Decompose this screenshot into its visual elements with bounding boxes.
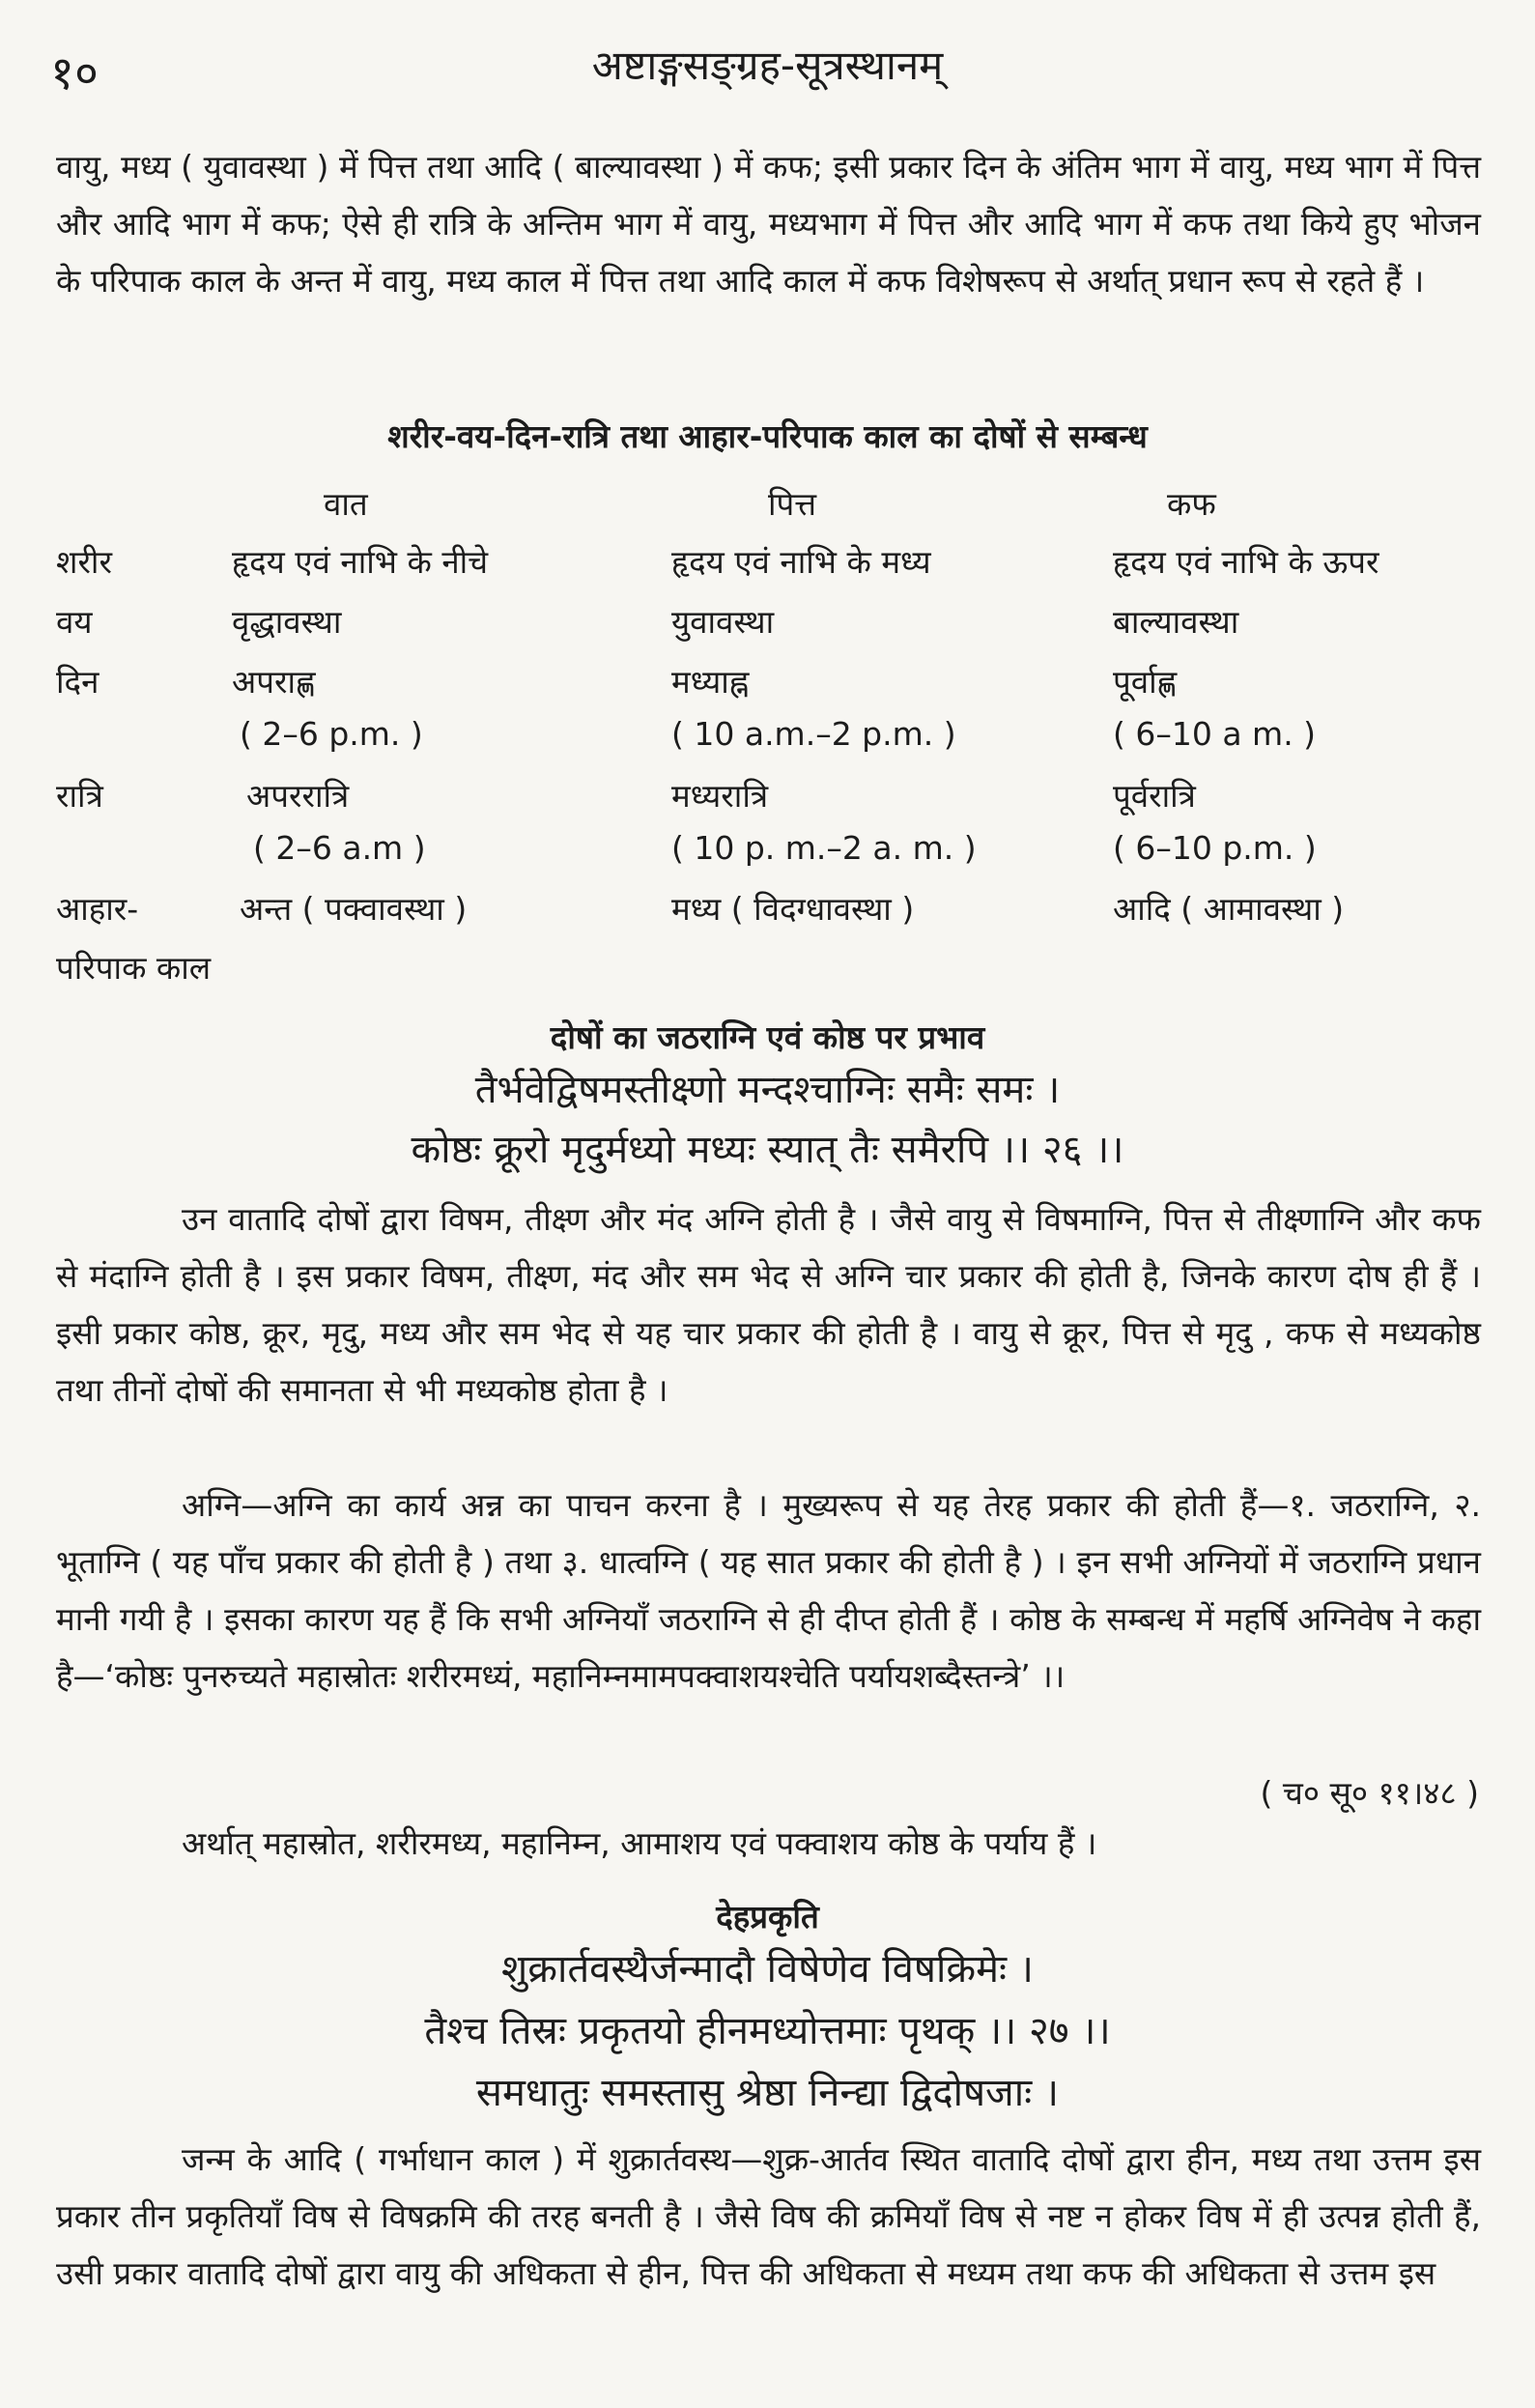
agni-heading: दोषों का जठराग्नि एवं कोष्ठ पर प्रभाव (550, 1018, 985, 1056)
cell-kapha: ( 6–10 p.m. ) (1113, 829, 1317, 867)
verse-26-line-1: तैर्भवेद्विषमस्तीक्ष्णो मन्दश्चाग्निः समैः समः । (474, 1068, 1061, 1112)
page-number: १० (50, 46, 99, 100)
cell-kapha: आदि ( आमावस्था ) (1113, 890, 1345, 928)
column-header-vata: वात (324, 485, 368, 523)
agni-paragraph-2: अग्नि—अग्नि का कार्य अन्न का पाचन करना है । मुख्यरूप से यह तेरह प्रकार की होती हैं—१. जठराग्नि, २. भूताग्नि ( यह पाँच प्रकार की होती है ) तथा ३. धात्वग्नि ( यह सात प्रकार की होती है ) । इन सभी अग्नियों में जठराग्नि प्रधान मानी गयी है । इसका कारण यह हैं कि सभी अग्नियाँ जठराग्नि से ही दीप्त होती हैं । कोष्ठ के सम्बन्ध में महर्षि अग्निवेष ने कहा है—‘कोष्ठः पुनरुच्यते महास्रोतः शरीरमध्यं, महानिम्नमामपक्वाशयश्चेति पर्यायशब्दैस्तन्त्रे’ ।। (56, 1486, 1481, 1695)
verse-26-line-2: कोष्ठः क्रूरो मृदुर्मध्यो मध्यः स्यात् तैः समैरपि ।। २६ ।। (411, 1128, 1124, 1172)
intro-paragraph: वायु, मध्य ( युवावस्था ) में पित्त तथा आदि ( बाल्यावस्था ) में कफ; इसी प्रकार दिन के अंतिम भाग में वायु, मध्य भाग में पित्त और आदि भाग में कफ; ऐसे ही रात्रि के अन्तिम भाग में वायु, मध्यभाग में पित्त और आदि भाग में कफ तथा किये हुए भोजन के परिपाक काल के अन्त में वायु, मध्य काल में पित्त तथा आदि काल में कफ विशेषरूप से अर्थात् प्रधान रूप से रहते हैं । (56, 148, 1481, 300)
cell-pitta: युवावस्था (671, 603, 775, 641)
column-header-pitta: पित्त (768, 485, 817, 523)
cell-pitta: मध्यरात्रि (671, 777, 769, 815)
cell-kapha: बाल्यावस्था (1113, 603, 1239, 641)
agni-paragraph-1: उन वातादि दोषों द्वारा विषम, तीक्ष्ण और मंद अग्नि होती है । जैसे वायु से विषमाग्नि, पित्त से तीक्ष्णाग्नि और कफ से मंदाग्नि होती है । इस प्रकार विषम, तीक्ष्ण, मंद और सम भेद से अग्नि चार प्रकार की होती है, जिनके कारण दोष ही हैं । इसी प्रकार कोष्ठ, क्रूर, मृदु, मध्य और सम भेद से यह चार प्रकार की होती है । वायु से क्रूर, पित्त से मृदु , कफ से मध्यकोष्ठ तथा तीनों दोषों की समानता से भी मध्यकोष्ठ होता है । (56, 1200, 1481, 1409)
prakriti-paragraph-1: जन्म के आदि ( गर्भाधान काल ) में शुक्रार्तवस्थ—शुक्र-आर्तव स्थित वातादि दोषों द्वारा हीन, मध्य तथा उत्तम इस प्रकार तीन प्रकृतियाँ विष से विषक्रमि की तरह बनती है । जैसे विष की क्रमियाँ विष से नष्ट न होकर विष में ही उत्पन्न होती हैं, उसी प्रकार वातादि दोषों द्वारा वायु की अधिकता से हीन, पित्त की अधिकता से मध्यम तथा कफ की अधिकता से उत्तम इस (56, 2140, 1481, 2292)
cell-pitta: हृदय एवं नाभि के मध्य (671, 543, 931, 581)
agni-paragraph-3: अर्थात् महास्रोत, शरीरमध्य, महानिम्न, आमाशय एवं पक्वाशय कोष्ठ के पर्याय हैं । (182, 1824, 1097, 1862)
cell-vata: हृदय एवं नाभि के नीचे (232, 543, 489, 581)
cell-pitta: ( 10 p. m.–2 a. m. ) (671, 829, 977, 867)
citation: ( च० सू० ११।४८ ) (1260, 1774, 1479, 1812)
cell-vata: अपररात्रि (246, 777, 350, 815)
cell-pitta: ( 10 a.m.–2 p.m. ) (671, 715, 956, 753)
verse-27-line-2: तैश्च तिस्रः प्रकृतयो हीनमध्योत्तमाः पृथक् ।। २७ ।। (424, 2009, 1111, 2053)
cell-pitta: मध्य ( विदग्धावस्था ) (671, 890, 915, 928)
verse-27-line-1: शुक्रार्तवस्थैर्जन्मादौ विषेणेव विषक्रिमेः । (501, 1947, 1034, 1992)
cell-kapha: पूर्वरात्रि (1113, 777, 1196, 815)
table-title: शरीर-वय-दिन-रात्रि तथा आहार-परिपाक काल का दोषों से सम्बन्ध (387, 417, 1148, 455)
running-title: अष्टाङ्गसङ्ग्रह-सूत्रस्थानम् (591, 42, 944, 89)
cell-pitta: मध्याह्न (671, 663, 750, 701)
cell-kapha: ( 6–10 a m. ) (1113, 715, 1317, 753)
row-label: रात्रि (56, 777, 103, 815)
column-header-kapha: कफ (1167, 485, 1216, 523)
row-label: परिपाक काल (56, 949, 212, 987)
row-label: दिन (56, 663, 99, 701)
cell-vata: ( 2–6 p.m. ) (240, 715, 423, 753)
row-label: शरीर (56, 543, 112, 581)
verse-27-line-3: समधातुः समस्तासु श्रेष्ठा निन्द्या द्विदोषजाः । (475, 2071, 1060, 2115)
row-label: वय (56, 603, 93, 641)
cell-vata: ( 2–6 a.m ) (253, 829, 426, 867)
page-header (50, 27, 1485, 100)
cell-vata: अन्त ( पक्वावस्था ) (240, 890, 468, 928)
prakriti-heading: देहप्रकृति (716, 1898, 819, 1935)
cell-kapha: पूर्वाह्ण (1113, 663, 1178, 701)
cell-kapha: हृदय एवं नाभि के ऊपर (1113, 543, 1379, 581)
cell-vata: वृद्धावस्था (232, 603, 342, 641)
row-label: आहार- (56, 890, 139, 928)
cell-vata: अपराह्ण (232, 663, 316, 701)
